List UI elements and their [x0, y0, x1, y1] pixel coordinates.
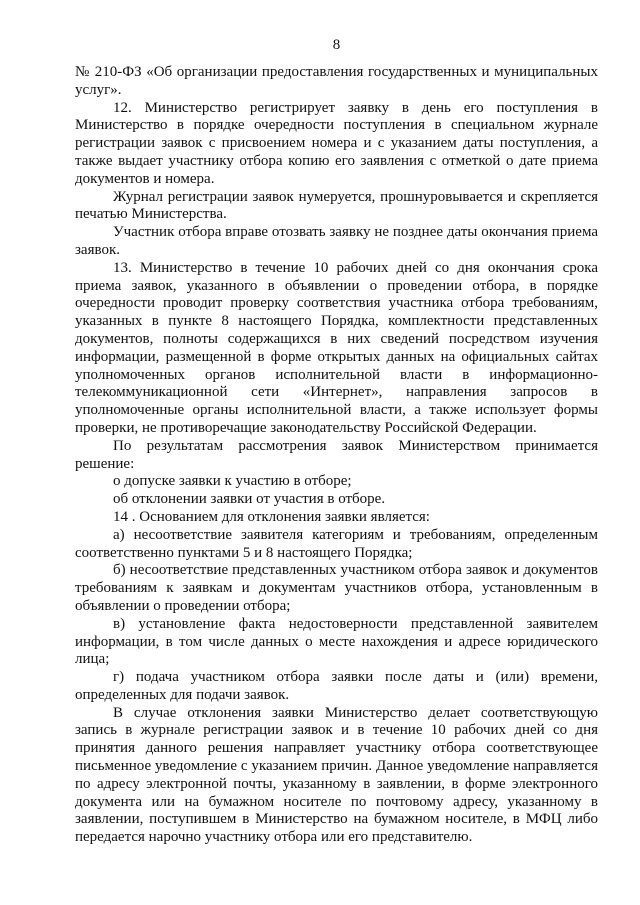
paragraph-decision: По результатам рассмотрения заявок Министерством принимается решение:	[75, 437, 598, 472]
document-body	[75, 64, 598, 847]
paragraph-rejection-notice: В случае отклонения заявки Министерство делает соответствующую запись в журнале регистрации заявок и в течение 10 рабочих дней со дня принятия данного решения направляет участнику отбора соответствующее письменное уведомление с указанием причин. Данное уведомление направляется по адресу электронной почты, указанному в заявлении, в форме электронного документа или на бумажном носителе по почтовому адресу, указанному в заявлении, поступившем в Министерство на бумажном носителе, в МФЦ либо передается нарочно участнику отбора или его представителю.	[75, 704, 598, 846]
paragraph-withdraw: Участник отбора вправе отозвать заявку не позднее даты окончания приема заявок.	[75, 224, 598, 258]
paragraph-item-14-a: а) несоответствие заявителя категориям и требованиям, определенным соответственно пунктами 5 и 8 настоящего Порядка;	[75, 526, 598, 561]
paragraph-item-12: 12. Министерство регистрирует заявку в день его поступления в Министерство в порядке очередности поступления в специальном журнале регистрации заявок с присвоением номера и с указанием даты поступления, а также выдает участнику отбора копию его заявления с отметкой о дате приема документов и номера.	[75, 99, 598, 187]
paragraph-item-14-g: г) подача участником отбора заявки после даты и (или) времени, определенных для подачи заявок.	[75, 669, 598, 703]
paragraph-reject: об отклонении заявки от участия в отборе.	[113, 491, 386, 508]
paragraph-item-14: 14 . Основанием для отклонения заявки является:	[113, 508, 430, 525]
paragraph-item-14-v: в) установление факта недостоверности представленной заявителем информации, в том числе данных о месте нахождения и адресе юридического лица;	[75, 615, 598, 668]
page-number: 8	[332, 37, 341, 53]
paragraph-item-14-b: б) несоответствие представленных участником отбора заявок и документов требованиям к заявкам и документам участников отбора, установленным в объявлении о проведении отбора;	[75, 562, 598, 614]
paragraph-journal: Журнал регистрации заявок нумеруется, прошнуровывается и скрепляется печатью Министерства.	[75, 188, 598, 223]
paragraph-admit: о допуске заявки к участию в отборе;	[113, 473, 352, 490]
paragraph-law-reference: № 210-ФЗ «Об организации предоставления государственных и муниципальных услуг».	[75, 64, 598, 98]
paragraph-item-13: 13. Министерство в течение 10 рабочих дней со дня окончания срока приема заявок, указанного в объявлении о проведении отбора, в порядке очередности проводит проверку соответствия участника отбора требованиям, указанных в пункте 8 настоящего Порядка, комплектности представленных документов, полноты содержащихся в них сведений посредством изучения информации, размещенной в форме открытых данных на официальных сайтах уполномоченных органов исполнительной власти в информационно-телекоммуникационной сети «Интернет», направления запросов в уполномоченные органы исполнительной власти, а также использует формы проверки, не противоречащие законодательству Российской Федерации.	[75, 259, 598, 436]
